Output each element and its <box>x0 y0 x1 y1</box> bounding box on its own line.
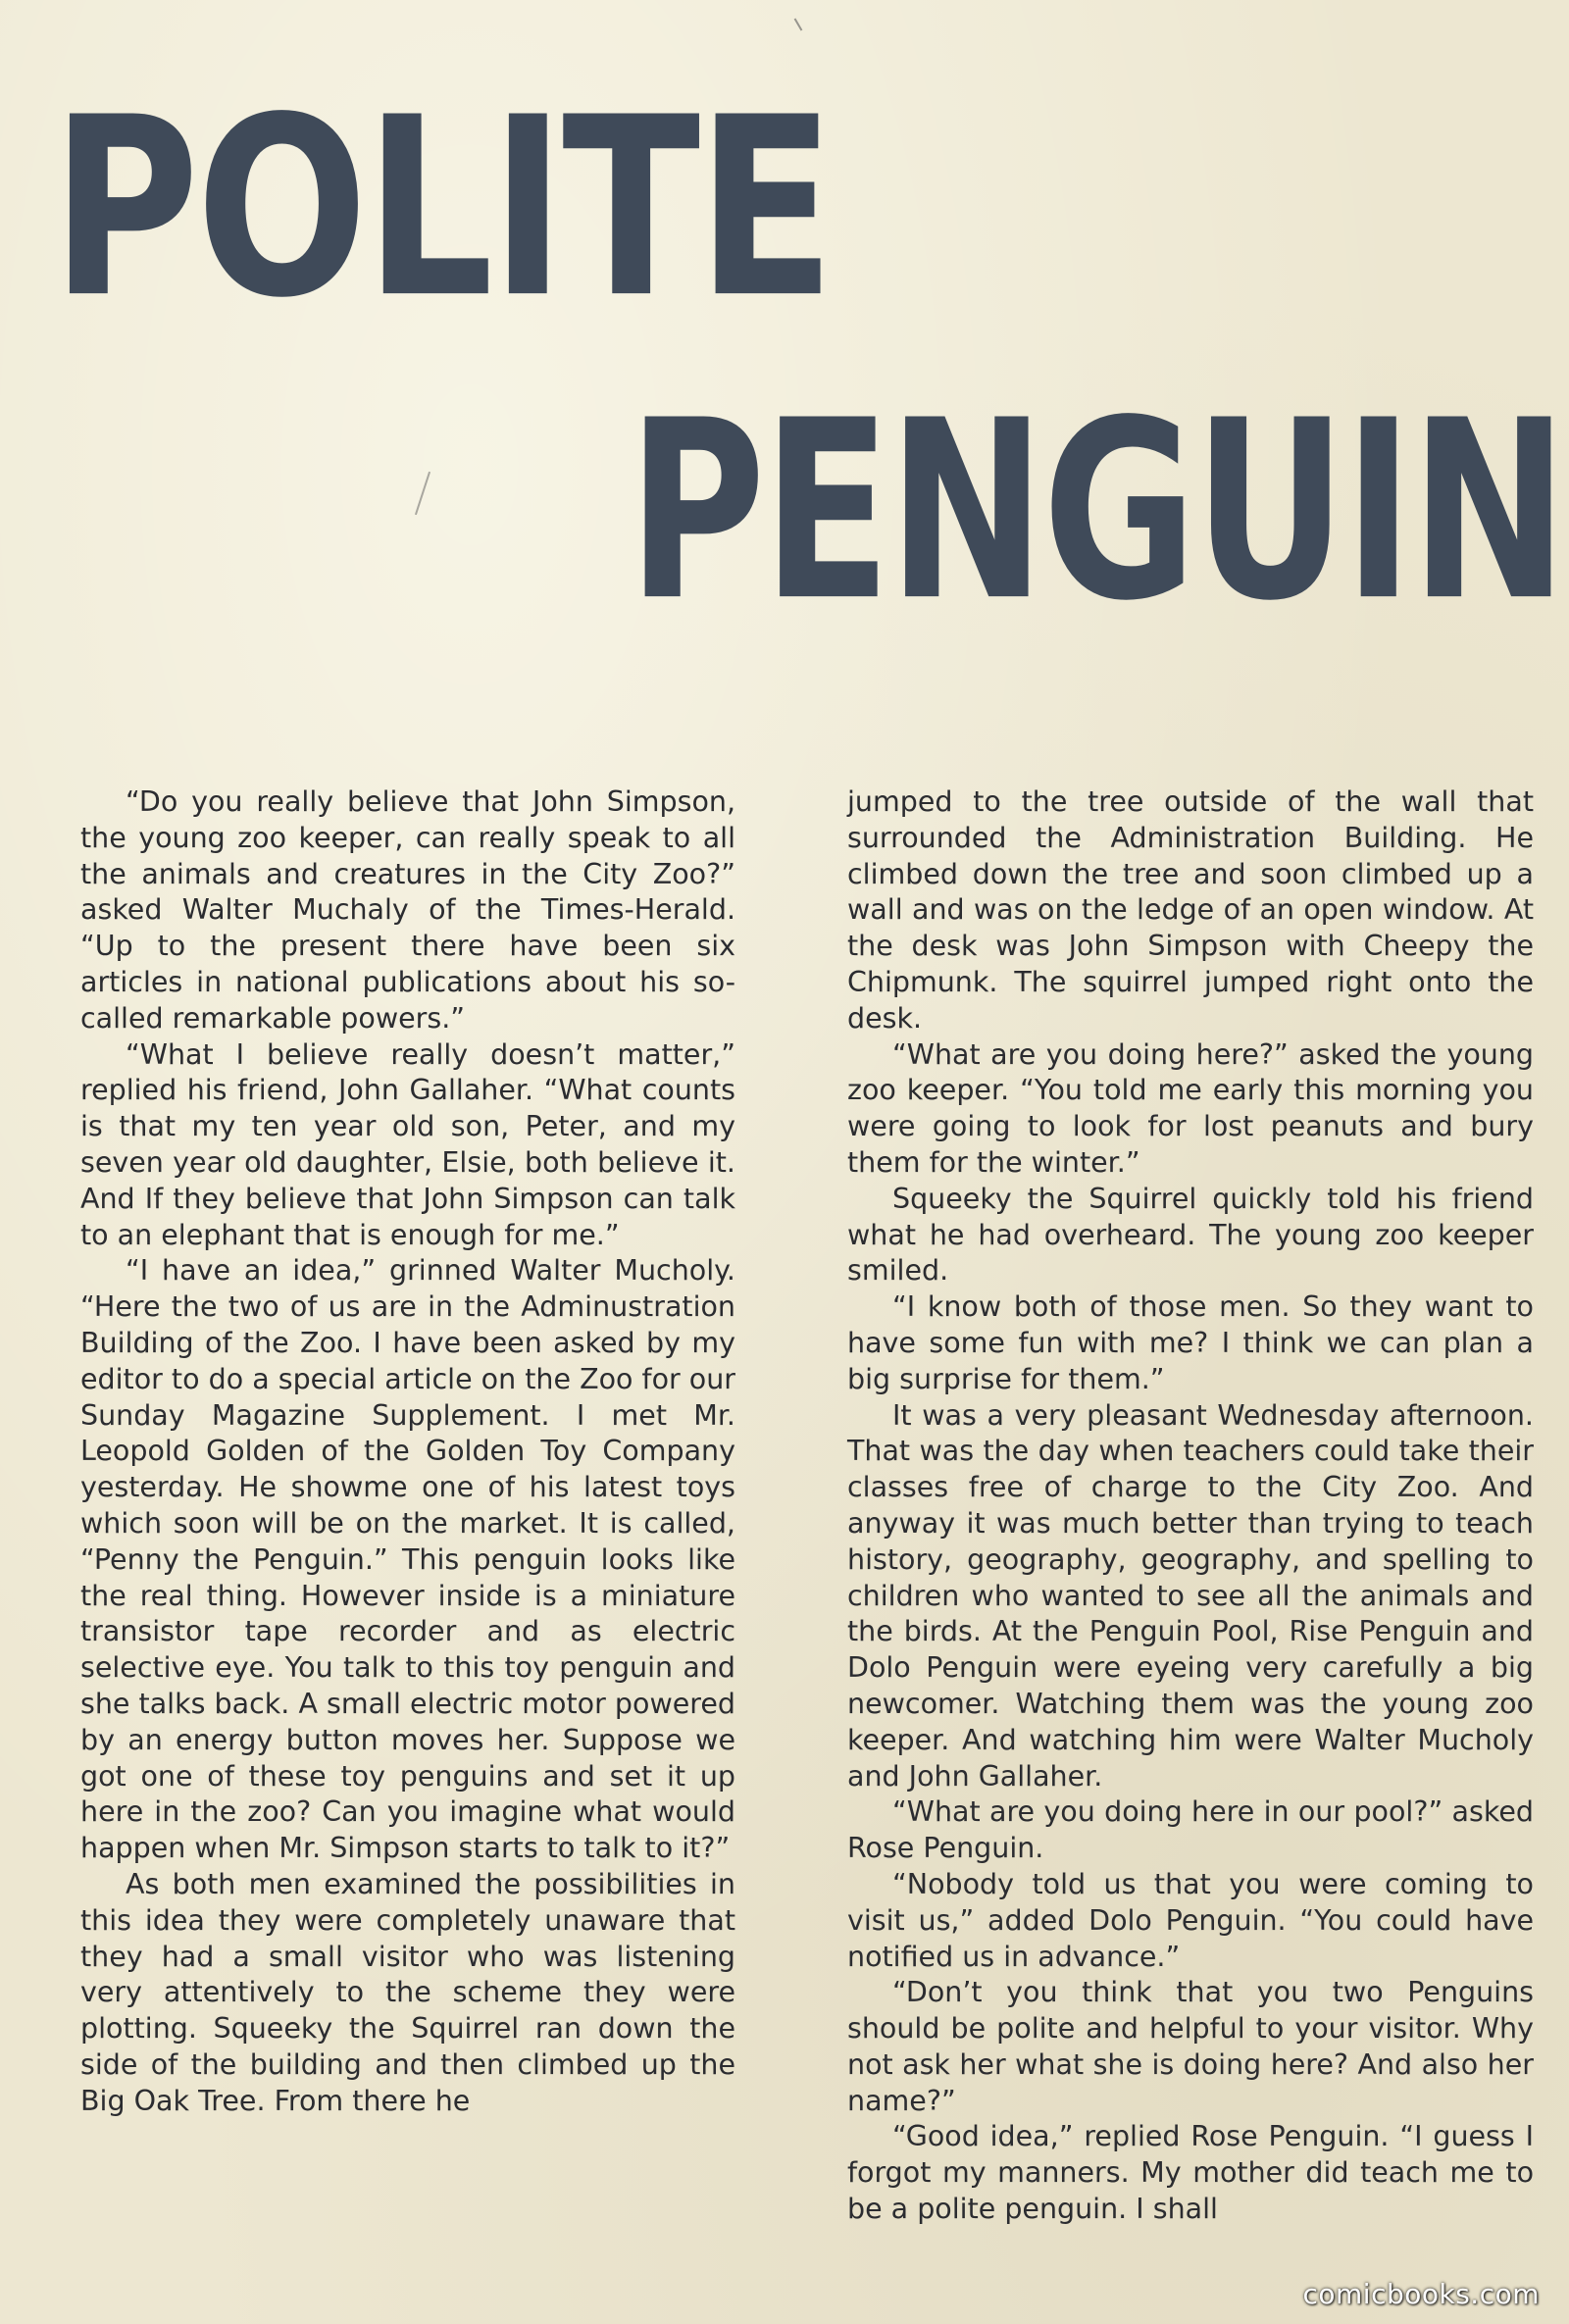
story-paragraph: “I have an idea,” grinned Walter Mucholy. “Here the two of us are in the Adminustration Building of the Zoo. I have been asked by my editor to do a special article on the Zoo for our Sunday Magazine Supplement. I met Mr. Leopold Golden of the Golden Toy Company yesterday. He showme one of his latest toys which soon will be on the market. It is called, “Penny the Penguin.” This penguin looks like the real thing. However inside is a miniature transistor tape recorder and as electric selective eye. You talk to this toy penguin and she talks back. A small electric motor powered by an energy button moves her. Suppose we got one of these toy penguins and set it up here in the zoo? Can you imagine what would happen when Mr. Simpson starts to talk to it?” <box>80 1254 735 1865</box>
story-paragraph: “What are you doing here in our pool?” asked Rose Penguin. <box>847 1795 1534 1865</box>
site-watermark: comicbooks.com <box>1302 2278 1540 2310</box>
story-paragraph: “Good idea,” replied Rose Penguin. “I guess I forgot my manners. My mother did teach me to be a polite penguin. I shall <box>847 2120 1534 2226</box>
story-paragraph: “I know both of those men. So they want to have some fun with me? I think we can plan a big surprise for them.” <box>847 1290 1534 1395</box>
story-paragraph: “Nobody told us that you were coming to visit us,” added Dolo Penguin. “You could have notified us in advance.” <box>847 1867 1534 1973</box>
story-column-right <box>847 784 1534 2228</box>
paper-scratch-mark <box>415 472 430 515</box>
story-paragraph: Squeeky the Squirrel quickly told his friend what he had overheard. The young zoo keeper smiled. <box>847 1182 1534 1288</box>
story-column-left <box>80 784 735 2119</box>
story-paragraph: “What are you doing here?” asked the young zoo keeper. “You told me early this morning you were going to look for lost peanuts and bury them for the winter.” <box>847 1037 1534 1179</box>
paper-scratch-mark <box>794 18 803 30</box>
story-paragraph: “What I believe really doesn’t matter,” replied his friend, John Gallaher. “What counts is that my ten year old son, Peter, and my seven year old daughter, Elsie, both believe it. And If they believe that John Simpson can talk to an elephant that is enough for me.” <box>80 1037 735 1251</box>
title-line-penguin: PENGUIN <box>628 367 1565 655</box>
story-paragraph: “Don’t you think that you two Penguins should be polite and helpful to your visitor. Why not ask her what she is doing here? And also her name?” <box>847 1976 1534 2117</box>
title-line-polite: POLITE <box>51 64 833 352</box>
story-paragraph: “Do you really believe that John Simpson, the young zoo keeper, can really speak to all the animals and creatures in the City Zoo?” asked Walter Muchaly of the Times-Herald. “Up to the present there have been six articles in national publications about his so-called remarkable powers.” <box>80 785 735 1035</box>
story-paragraph: jumped to the tree outside of the wall that surrounded the Administration Building. He climbed down the tree and soon climbed up a wall and was on the ledge of an open window. At the desk was John Simpson with Cheepy the Chipmunk. The squirrel jumped right onto the desk. <box>847 785 1534 1035</box>
story-paragraph: It was a very pleasant Wednesday afternoon. That was the day when teachers could take their classes free of charge to the City Zoo. And anyway it was much better than trying to teach history, geography, geography, and spelling to children who wanted to see all the animals and the birds. At the Penguin Pool, Rise Penguin and Dolo Penguin were eyeing very carefully a big newcomer. Watching them was the young zoo keeper. And watching him were Walter Mucholy and John Gallaher. <box>847 1398 1534 1793</box>
story-paragraph: As both men examined the possibilities in this idea they were completely unaware that they had a small visitor who was listening very attentively to the scheme they were plotting. Squeeky the Squirrel ran down the side of the building and then climbed up the Big Oak Tree. From there he <box>80 1867 735 2117</box>
